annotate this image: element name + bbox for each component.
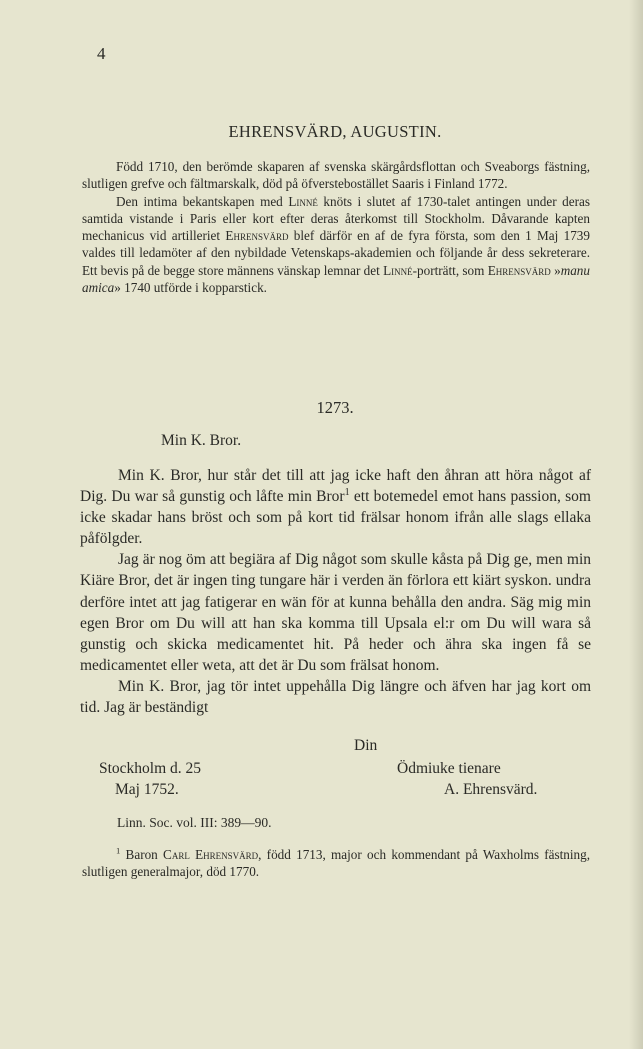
entry-heading: EHRENSVÄRD, AUGUSTIN. [228,122,442,141]
date-line: Maj 1752. [115,781,179,798]
intro-paragraph-1: Född 1710, den berömde skaparen af svenska skärgårdsflottan och Sveaborgs fästning, slutligen grefve och fältmarskalk, död på öfverstebostället Saaris i Finland 1772. [82,159,590,192]
letter-paragraph-1: Min K. Bror, hur står det till att jag icke haft den åhran att höra något af Dig. Du war så gunstig och låfte min Bror$^1$ ett botemedel emot hans passion, som icke skadar hans bröst och som på kort tid frälsar honom ifrån alle slags ellaka påfölgder. [80,467,591,548]
page-number: 4 [97,44,106,63]
letter-body [80,465,591,718]
closing-line: Ödmiuke tienare [397,760,501,777]
letter-signature-block [397,758,537,800]
footnote-ref: 1 [344,486,350,498]
footnote-text: $^1$ Baron Carl Ehrensvärd, född 1713, major och kommendant på Waxholms fästning, slutligen generalmajor, död 1770. [82,845,590,880]
page-edge-shadow [629,0,643,1049]
footnote [82,846,590,881]
name-ehrensvard: Ehrensvärd [487,262,551,278]
name-ehrensvard: Ehrensvärd [225,228,289,244]
place-line: Stockholm d. 25 [99,760,202,777]
letter-number: 1273. [316,398,354,417]
letter-paragraph-3: Min K. Bror, jag tör intet uppehålla Dig längre och äfven har jag kort om tid. Jag är beständigt [80,677,591,717]
latin-phrase: manu amica [82,262,590,296]
letter-din: Din [354,737,378,754]
letter-paragraph-2: Jag är nog öm att begiära af Dig något som skulle kåsta på Dig ge, men min Kiäre Bror, det är ingen ting tungare här i verden än förlora ett kiärt syskon. undra derföre intet att jag fatigerar en wän för at kunna behålla den andra. Säg mig min egen Bror om Du will att han ska komma till Upsala el:r om Du will wara så gunstig och skicka medicamentet hit. På heder och ähra ska ingen få se medicamentet eller weta, att det är Du som frälsat honom. [80,551,591,674]
footnote-mark: 1 [116,845,121,856]
name-carl-ehrensvard: Carl Ehrensvärd [163,847,259,862]
letter-place-date [99,758,201,800]
signature-name: A. Ehrensvärd. [444,781,538,798]
name-linne: Linné [288,193,318,209]
intro-paragraph-2: Den intima bekantskapen med Linné knöts i slutet af 1730-talet antingen under deras samtida vistande i Paris eller kort efter deras återkomst till Stockholm. Dåvarande kapten mechanicus vid artilleriet Ehrensvärd blef därför en af de fyra första, som den 1 Maj 1739 valdes till ledamöter af den nybildade Vetenskaps-akademien och följande år dess sekreterare. Ett bevis på de begge store männens vänskap lemnar det Linné-porträtt, som Ehrensvärd »manu amica» 1740 utförde i kopparstick. [82,193,590,296]
source-reference: Linn. Soc. vol. III: 389—90. [117,815,272,830]
letter-salutation: Min K. Bror. [161,432,242,449]
biographical-intro [82,158,590,296]
name-linne: Linné [383,262,413,278]
